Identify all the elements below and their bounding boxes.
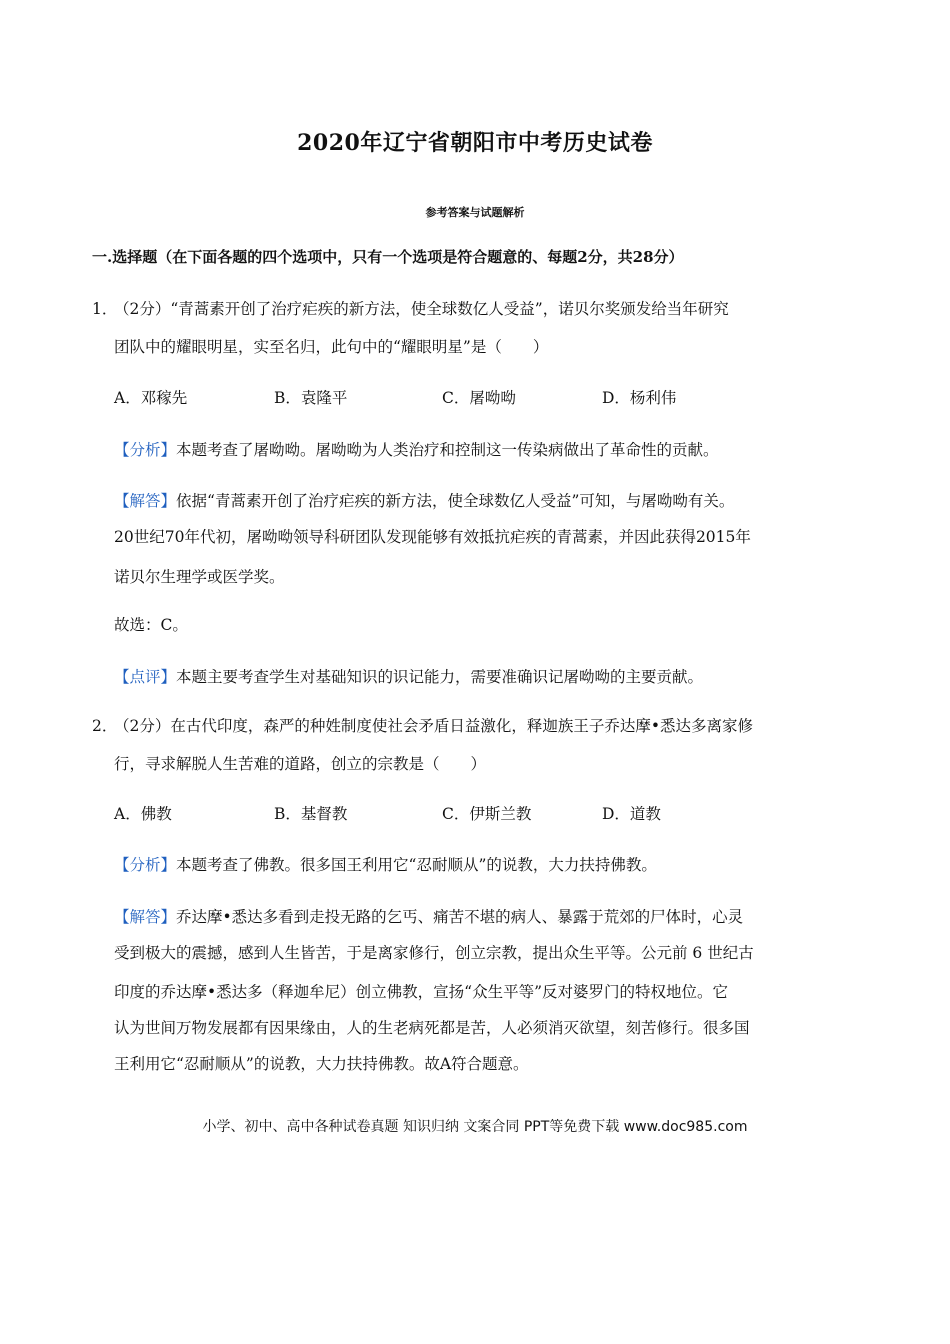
answer-tag: 【解答】 bbox=[114, 908, 177, 926]
question-text-line: （2分）在古代印度，森严的种姓制度使社会矛盾日益激化，释迦族王子乔达摩•悉达多离家修 bbox=[114, 717, 754, 735]
analysis-tag: 【分析】 bbox=[114, 856, 177, 874]
answer-text-line: 诺贝尔生理学或医学奖。 bbox=[114, 568, 285, 586]
option-a: A．邓稼先 bbox=[114, 389, 188, 407]
analysis-text: 本题考查了佛教。很多国王利用它“忍耐顺从”的说教，大力扶持佛教。 bbox=[176, 856, 657, 874]
analysis-tag: 【分析】 bbox=[114, 441, 177, 459]
option-b: B．基督教 bbox=[274, 805, 348, 823]
section-heading: 一.选择题（在下面各题的四个选项中，只有一个选项是符合题意的、每题2分，共28分） bbox=[92, 248, 684, 266]
analysis-paragraph bbox=[114, 853, 657, 875]
answer-choice: 故选：C。 bbox=[114, 616, 188, 634]
comment-text: 本题主要考查学生对基础知识的识记能力，需要准确识记屠呦呦的主要贡献。 bbox=[176, 668, 704, 686]
answer-text-line: 受到极大的震撼，感到人生皆苦，于是离家修行，创立宗教，提出众生平等。公元前 6 世纪古 bbox=[114, 944, 754, 962]
exam-subtitle: 参考答案与试题解析 bbox=[425, 206, 525, 219]
option-c: C．伊斯兰教 bbox=[442, 805, 532, 823]
analysis-text: 本题考查了屠呦呦。屠呦呦为人类治疗和控制这一传染病做出了革命性的贡献。 bbox=[176, 441, 719, 459]
answer-tag: 【解答】 bbox=[114, 492, 177, 510]
answer-text: 乔达摩•悉达多看到走投无路的乞丐、痛苦不堪的病人、暴露于荒郊的尸体时，心灵 bbox=[176, 908, 744, 926]
page-footer: 小学、初中、高中各种试卷真题 知识归纳 文案合同 PPT等免费下载 www.doc985.com bbox=[202, 1119, 748, 1135]
answer-text: 依据“青蒿素开创了治疗疟疾的新方法，使全球数亿人受益”可知，与屠呦呦有关。 bbox=[176, 492, 735, 510]
question-number: 1． bbox=[92, 300, 118, 318]
answer-text-line: 认为世间万物发展都有因果缘由，人的生老病死都是苦，人必须消灭欲望，刻苦修行。很多国 bbox=[114, 1019, 750, 1037]
answer-text-line: 印度的乔达摩•悉达多（释迦牟尼）创立佛教，宣扬“众生平等”反对婆罗门的特权地位。它 bbox=[114, 983, 728, 1001]
answer-paragraph bbox=[114, 905, 743, 927]
question-text-line: 行，寻求解脱人生苦难的道路，创立的宗教是（ ） bbox=[114, 755, 487, 773]
comment-tag: 【点评】 bbox=[114, 668, 177, 686]
question-text-line: 团队中的耀眼明星，实至名归，此句中的“耀眼明星”是（ ） bbox=[114, 338, 549, 356]
answer-text-line: 王利用它“忍耐顺从”的说教，大力扶持佛教。故A符合题意。 bbox=[114, 1055, 529, 1073]
analysis-paragraph bbox=[114, 438, 719, 460]
option-d: D．道教 bbox=[602, 805, 661, 823]
comment-paragraph bbox=[114, 665, 703, 687]
exam-title: 2020年辽宁省朝阳市中考历史试卷 bbox=[297, 130, 653, 156]
option-a: A．佛教 bbox=[114, 805, 172, 823]
option-c: C．屠呦呦 bbox=[442, 389, 516, 407]
question-text-line: （2分）“青蒿素开创了治疗疟疾的新方法，使全球数亿人受益”，诺贝尔奖颁发给当年研究 bbox=[114, 300, 729, 318]
option-b: B．袁隆平 bbox=[274, 389, 348, 407]
option-d: D．杨利伟 bbox=[602, 389, 677, 407]
answer-text-line: 20世纪70年代初，屠呦呦领导科研团队发现能够有效抵抗疟疾的青蒿素，并因此获得2015年 bbox=[114, 528, 751, 546]
question-number: 2． bbox=[92, 717, 118, 735]
answer-paragraph bbox=[114, 489, 734, 511]
